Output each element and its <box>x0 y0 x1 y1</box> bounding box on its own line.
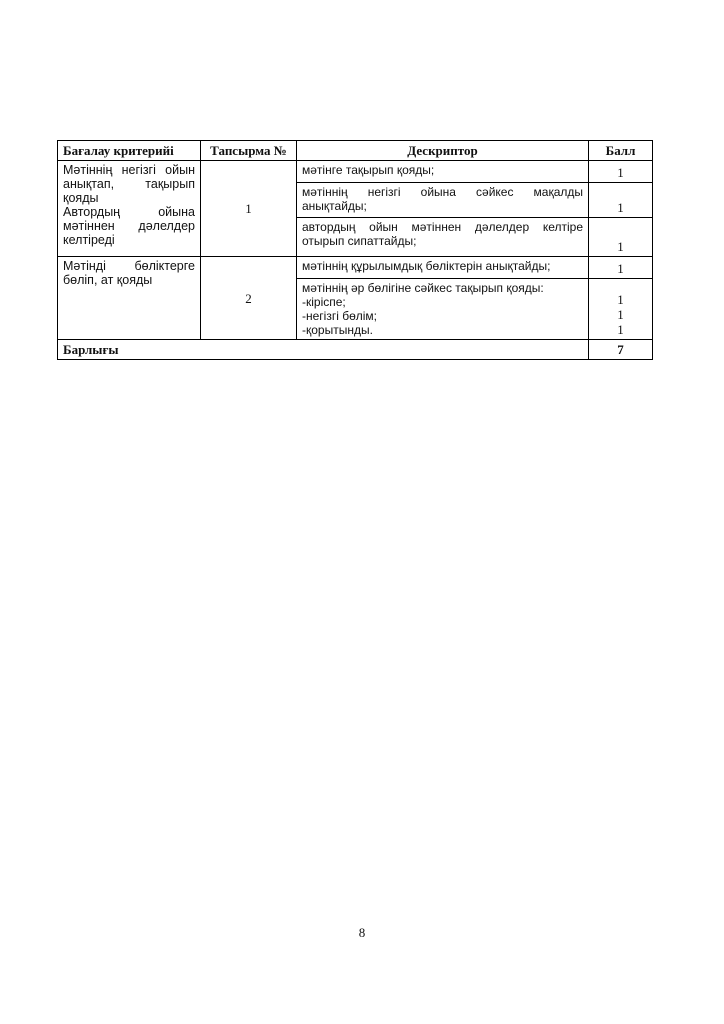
score-cell <box>589 257 653 279</box>
descriptor-cell <box>297 183 589 218</box>
table-row <box>58 257 653 279</box>
criterion-cell <box>58 161 201 257</box>
header-criterion: Бағалау критерийі <box>58 141 201 161</box>
descriptor-cell <box>297 218 589 257</box>
score-cell <box>589 161 653 183</box>
criterion-line: Автордың ойына мәтіннен дәлелдер келтіреді <box>63 205 195 247</box>
score-value: 1 <box>617 165 624 180</box>
header-score: Балл <box>589 141 653 161</box>
task-number-cell: 2 <box>201 257 297 340</box>
score-value: 1 <box>617 261 624 276</box>
descriptor-cell <box>297 279 589 340</box>
descriptor-line: -кіріспе; <box>302 295 346 309</box>
criterion-line: Мәтіннің негізгі ойын анықтап, тақырып қояды <box>63 163 195 205</box>
descriptor-line: мәтіннің негізгі ойына сәйкес мақалды анықтайды; <box>302 185 583 213</box>
criterion-cell <box>58 257 201 340</box>
header-task-number: Тапсырма № <box>201 141 297 161</box>
score-cell <box>589 279 653 340</box>
descriptor-cell <box>297 257 589 279</box>
descriptor-line: -негізгі бөлім; <box>302 309 378 323</box>
total-label: Барлығы <box>58 340 589 360</box>
score-cell <box>589 218 653 257</box>
score-value: 1 <box>617 292 624 307</box>
score-value: 1 <box>617 200 624 215</box>
score-value: 1 <box>617 239 624 254</box>
score-value: 1 <box>617 322 624 337</box>
total-row <box>58 340 653 360</box>
score-value: 1 <box>617 307 624 322</box>
page-number: 8 <box>358 925 366 940</box>
descriptor-line: -қорытынды. <box>302 323 373 337</box>
assessment-table <box>57 140 653 360</box>
descriptor-line: мәтіннің құрылымдық бөліктерін анықтайды; <box>302 259 551 273</box>
header-descriptor: Дескриптор <box>297 141 589 161</box>
criterion-line: Мәтінді бөліктерге бөліп, ат қояды <box>63 259 195 287</box>
descriptor-line: мәтіннің әр бөлігіне сәйкес тақырып қояды: <box>302 281 544 295</box>
descriptor-cell <box>297 161 589 183</box>
descriptor-line: автордың ойын мәтіннен дәлелдер келтіре отырып сипаттайды; <box>302 220 583 248</box>
score-cell <box>589 183 653 218</box>
header-row <box>58 141 653 161</box>
descriptor-line: мәтінге тақырып қояды; <box>302 163 435 177</box>
table-row <box>58 161 653 183</box>
total-score: 7 <box>589 340 653 360</box>
task-number-cell: 1 <box>201 161 297 257</box>
